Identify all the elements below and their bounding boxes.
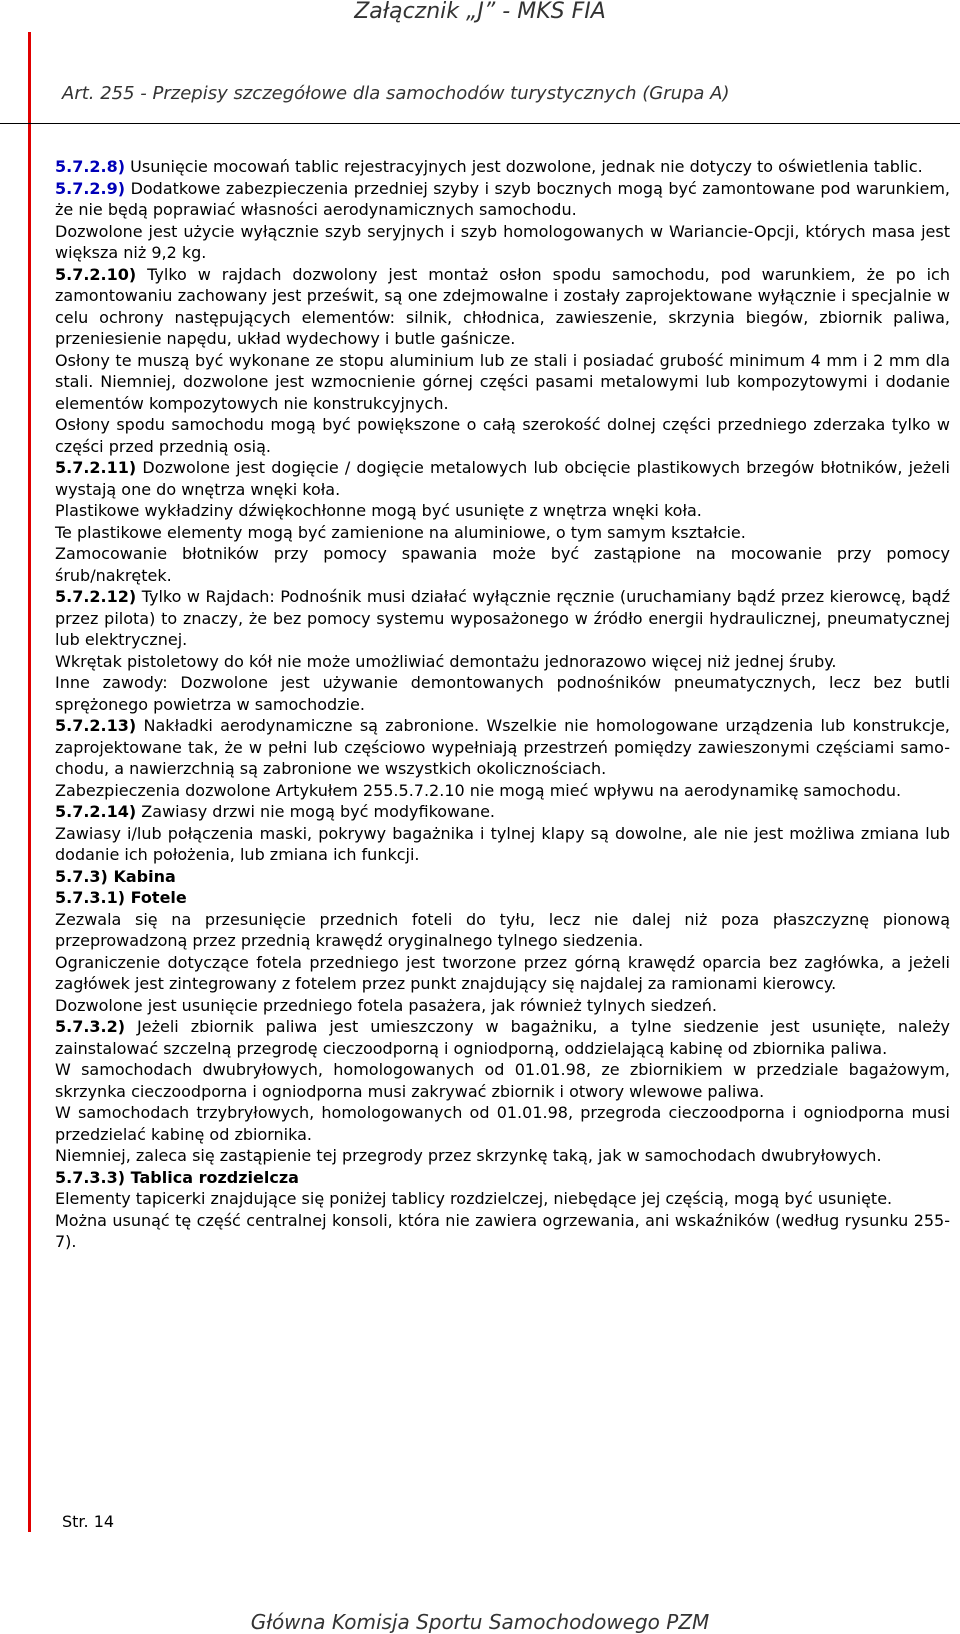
paragraph: Dozwolone jest użycie wyłącznie szyb seryjnych i szyb homologowanych w Wariancie-Opcji, których masa jest większa niż 9,2 kg. <box>55 221 950 262</box>
paragraph: Można usunąć tę część centralnej konsoli, która nie zawiera ogrzewania, ani wskaźników (według rysunku 255-7). <box>55 1210 950 1251</box>
paragraph: Zezwala się na przesunięcie przednich foteli do tyłu, lecz nie dalej niż poza płaszczyznę pionową przeprowadzoną przez przednią krawędź oryginalnego tylnego siedzenia. <box>55 909 950 950</box>
section-number: 5.7.2.10) <box>55 264 137 284</box>
heading-fotele: 5.7.3.1) Fotele <box>55 888 187 907</box>
section-number: 5.7.2.9) <box>55 178 126 198</box>
section-number: 5.7.2.12) <box>55 587 137 606</box>
heading-kabina: 5.7.3) Kabina <box>55 866 176 886</box>
paragraph: Elementy tapicerki znajdujące się poniżej tablicy rozdzielczej, niebędące jej częścią, mogą być usunięte. <box>55 1189 893 1208</box>
paragraph: Inne zawody: Dozwolone jest używanie demontowanych podnośników pneumatycznych, lecz bez butli sprężonego powietrza w samochodzie. <box>55 673 950 714</box>
paragraph-5-7-2-8 <box>55 156 950 178</box>
paragraph-5-7-3-2 <box>55 1016 950 1059</box>
paragraph-5-7-2-13 <box>55 715 950 780</box>
paragraph-text: Dodatkowe zabezpieczenia przedniej szyby i szyb bocznych mogą być zamontowane pod warunkiem, że nie będą poprawiać własności aerodynamicznych samochodu. <box>55 178 950 219</box>
paragraph: Osłony spodu samochodu mogą być powiększone o całą szerokość dolnej części przedniego zderzaka tylko w części przed przednią osią. <box>55 415 950 456</box>
page-number: Str. 14 <box>62 1512 115 1531</box>
paragraph: Niemniej, zaleca się zastąpienie tej przegrody przez skrzynkę taką, jak w samochodach dwubryłowych. <box>55 1146 882 1165</box>
footer-organization: Główna Komisja Sportu Samochodowego PZM <box>250 1610 710 1634</box>
paragraph-text: Dozwolone jest dogięcie / dogięcie metalowych lub obcięcie plastikowych brzegów błotników, jeżeli wystają one do wnętrza wnęki koła. <box>55 458 950 499</box>
paragraph: Zawiasy i/lub połączenia maski, pokrywy bagażnika i tylnej klapy są dowolne, ale nie jest możliwa zmiana lub dodanie ich położenia, lub zmiana ich funkcji. <box>55 823 950 864</box>
paragraph: W samochodach dwubryłowych, homologowanych od 01.01.98, ze zbiornikiem w przedziale bagażowym, skrzynka cieczoodporna i ogniodporna musi zakrywać zbiornik i otwory wlewowe paliwa. <box>55 1060 950 1101</box>
header-divider <box>0 123 960 124</box>
section-number: 5.7.2.11) <box>55 458 137 477</box>
paragraph-text: Jeżeli zbiornik paliwa jest umieszczony w bagażniku, a tylne siedzenie jest usunięte, należy zainstalować szczelną przegrodę cieczoodporną i ogniodporną, oddzielającą kabinę od zbiornika paliwa. <box>55 1017 950 1058</box>
heading-tablica-rozdzielcza: 5.7.3.3) Tablica rozdzielcza <box>55 1167 299 1187</box>
paragraph-5-7-2-14 <box>55 801 950 823</box>
paragraph-text: Nakładki aerodynamiczne są zabronione. Wszelkie nie homologowane urządzenia lub konstrukcje, zaprojektowane tak, że w pełni lub częściowo wypełniają przestrzeń pomiędzy zawieszonymi częściami samo-chodu, a nawierzchnią są zabronione we wszystkich okolicznościach. <box>55 716 950 778</box>
paragraph-5-7-2-9 <box>55 178 950 221</box>
paragraph-text: Usunięcie mocowań tablic rejestracyjnych jest dozwolone, jednak nie dotyczy to oświetlenia tablic. <box>125 157 923 176</box>
paragraph: Zamocowanie błotników przy pomocy spawania może być zastąpione na mocowanie przy pomocy śrub/nakrętek. <box>55 544 950 585</box>
paragraph-5-7-2-12 <box>55 586 950 651</box>
paragraph: Te plastikowe elementy mogą być zamienione na aluminiowe, o tym samym kształcie. <box>55 522 746 542</box>
paragraph: Zabezpieczenia dozwolone Artykułem 255.5.7.2.10 nie mogą mieć wpływu na aerodynamikę samochodu. <box>55 780 902 800</box>
section-number: 5.7.2.14) <box>55 802 137 821</box>
section-number: 5.7.2.13) <box>55 716 137 735</box>
section-number: 5.7.3.2) <box>55 1017 126 1036</box>
header-title: Załącznik „J” - MKS FIA <box>354 0 606 24</box>
margin-rule <box>28 32 31 1532</box>
paragraph: Plastikowe wykładziny dźwiękochłonne mogą być usunięte z wnętrza wnęki koła. <box>55 501 702 520</box>
paragraph-5-7-2-10 <box>55 264 950 350</box>
paragraph-text: Zawiasy drzwi nie mogą być modyfikowane. <box>136 802 496 821</box>
article-title: Art. 255 - Przepisy szczegółowe dla samochodów turystycznych (Grupa A) <box>62 83 730 104</box>
paragraph: Dozwolone jest usunięcie przedniego fotela pasażera, jak również tylnych siedzeń. <box>55 995 717 1015</box>
section-number: 5.7.2.8) <box>55 157 126 176</box>
paragraph: W samochodach trzybryłowych, homologowanych od 01.01.98, przegroda cieczoodporna i ogniodporna musi przedzielać kabinę od zbiornika. <box>55 1103 950 1144</box>
paragraph-text: Tylko w rajdach dozwolony jest montaż osłon spodu samochodu, pod warunkiem, że po ich zamontowaniu zachowany jest prześwit, są one zdejmowalne i zostały zaprojektowane wyłącznie i specjalnie w celu ochrony następujących elementów: silnik, chłodnica, zawieszenie, skrzynia biegów, zbiornik paliwa, przeniesienie napędu, układ wydechowy i butle gaśnicze. <box>55 264 950 348</box>
paragraph-5-7-2-11 <box>55 457 950 500</box>
paragraph: Ograniczenie dotyczące fotela przedniego jest tworzone przez górną krawędź oparcia bez zagłówka, a jeżeli zagłówek jest zintegrowany z fotelem przez punkt znajdujący się najdalej za ramionami kierowcy. <box>55 952 950 993</box>
paragraph: Wkrętak pistoletowy do kół nie może umożliwiać demontażu jednorazowo więcej niż jednej śruby. <box>55 651 837 671</box>
paragraph: Osłony te muszą być wykonane ze stopu aluminium lub ze stali i posiadać grubość minimum 4 mm i 2 mm dla stali. Niemniej, dozwolone jest wzmocnienie górnej części pasami metalowymi lub kompozytowymi i dodanie elementów kompozytowych nie konstrukcyjnych. <box>55 350 950 413</box>
document-body <box>55 156 950 1253</box>
paragraph-text: Tylko w Rajdach: Podnośnik musi działać wyłącznie ręcznie (uruchamiany bądź przez kierowcę, bądź przez pilota) to znaczy, że bez pomocy systemu wyposażonego w źródło energii hydraulicznej, pneumatycznej lub elektrycznej. <box>55 587 950 649</box>
